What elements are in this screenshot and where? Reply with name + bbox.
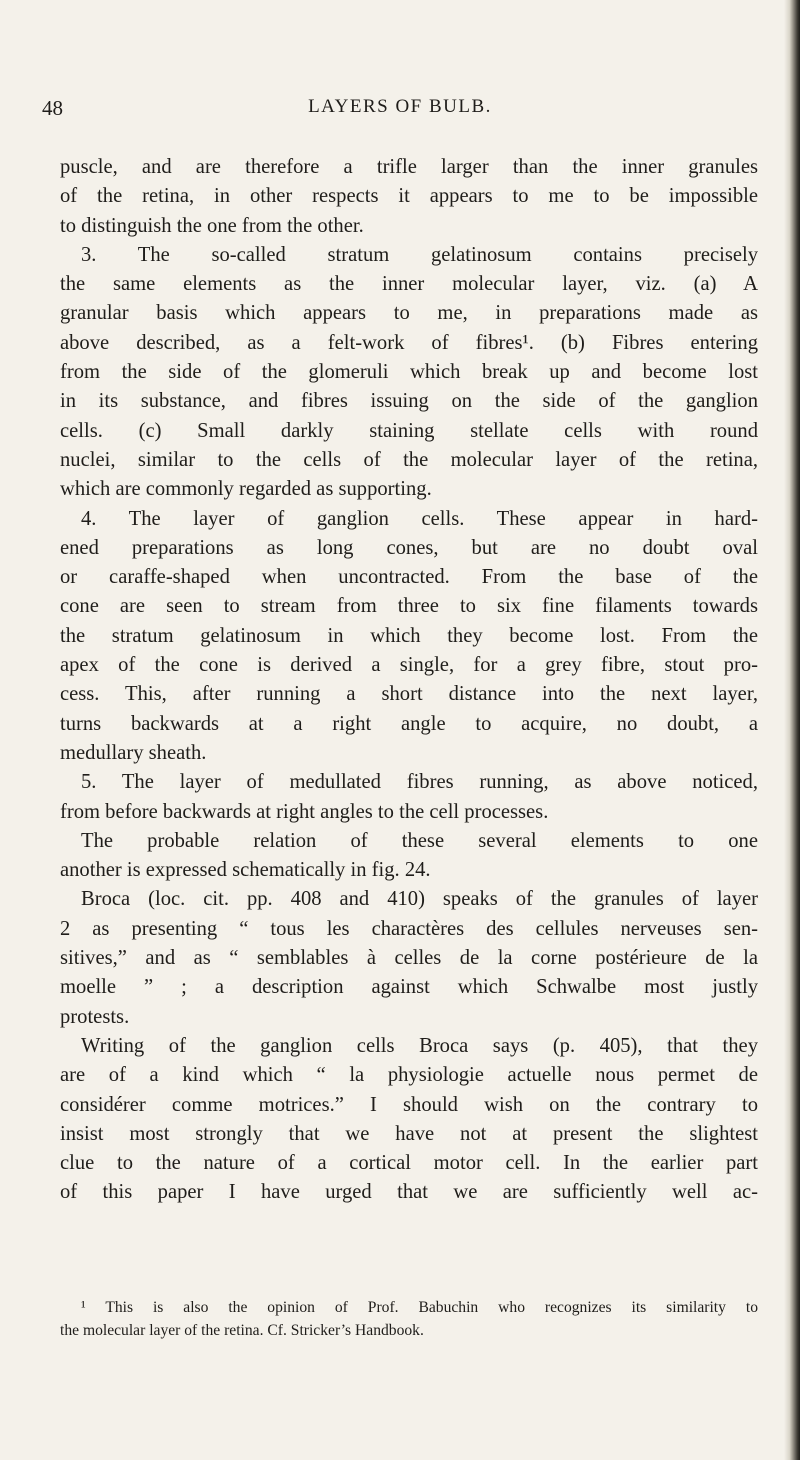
text-line: Writing of the ganglion cells Broca says (p. 405), that they (81, 1034, 758, 1057)
text-line: ened preparations as long cones, but are no doubt oval (60, 536, 758, 559)
page-number: 48 (42, 96, 63, 120)
running-head: LAYERS OF BULB. (308, 96, 492, 117)
text-line: of the retina, in other respects it appears to me to be impossible (60, 185, 758, 208)
text-line: turns backwards at a right angle to acquire, no doubt, a (60, 712, 758, 735)
page-header (42, 96, 758, 136)
text-line: Broca (loc. cit. pp. 408 and 410) speaks of the granules of layer (81, 888, 758, 911)
text-line: to distinguish the one from the other. (60, 214, 364, 237)
text-line: moelle ” ; a description against which Schwalbe most justly (60, 976, 758, 999)
text-line: 5. The layer of medullated fibres running, as above noticed, (81, 771, 758, 794)
text-line: cess. This, after running a short distance into the next layer, (60, 683, 758, 706)
text-line: or caraffe-shaped when uncontracted. From the base of the (60, 566, 758, 589)
text-line: apex of the cone is derived a single, for a grey fibre, stout pro- (60, 654, 758, 677)
text-line: cone are seen to stream from three to six fine filaments towards (60, 595, 758, 618)
body-text (60, 153, 758, 1208)
text-line: nuclei, similar to the cells of the molecular layer of the retina, (60, 448, 758, 471)
text-line: from before backwards at right angles to the cell processes. (60, 800, 549, 823)
text-line: are of a kind which “ la physiologie actuelle nous permet de (60, 1064, 758, 1087)
text-line: of this paper I have urged that we are sufficiently well ac- (60, 1181, 758, 1204)
text-line: 2 as presenting “ tous les charactères des cellules nerveuses sen- (60, 917, 758, 940)
footnotes (60, 1296, 758, 1342)
text-line: sitives,” and as “ semblables à celles de la corne postérieure de la (60, 947, 758, 970)
text-line: considérer comme motrices.” I should wish on the contrary to (60, 1093, 758, 1116)
text-line: protests. (60, 1005, 130, 1028)
text-line: medullary sheath. (60, 741, 207, 764)
text-line: another is expressed schematically in fig. 24. (60, 859, 431, 882)
text-line: from the side of the glomeruli which break up and become lost (60, 361, 758, 384)
text-line: insist most strongly that we have not at present the slightest (60, 1122, 758, 1145)
text-line: granular basis which appears to me, in preparations made as (60, 302, 758, 325)
text-line: which are commonly regarded as supporting. (60, 478, 432, 501)
text-line: the same elements as the inner molecular layer, viz. (a) A (60, 273, 758, 296)
text-line: 3. The so-called stratum gelatinosum contains precisely (81, 243, 758, 266)
text-line: puscle, and are therefore a trifle larger than the inner granules (60, 156, 758, 178)
text-line: cells. (c) Small darkly staining stellate cells with round (60, 419, 758, 442)
footnote-line: the molecular layer of the retina. Cf. Stricker’s Handbook. (60, 1322, 424, 1339)
footnote-line: ¹ This is also the opinion of Prof. Babuchin who recognizes its similarity to (81, 1299, 758, 1316)
page-edge-shadow (784, 0, 800, 1460)
text-line: the stratum gelatinosum in which they become lost. From the (60, 624, 758, 647)
text-line: in its substance, and fibres issuing on the side of the ganglion (60, 390, 758, 413)
text-line: The probable relation of these several elements to one (81, 829, 758, 852)
text-line: 4. The layer of ganglion cells. These appear in hard- (81, 507, 758, 530)
text-line: above described, as a felt-work of fibres¹. (b) Fibres entering (60, 331, 758, 354)
text-line: clue to the nature of a cortical motor cell. In the earlier part (60, 1152, 758, 1175)
